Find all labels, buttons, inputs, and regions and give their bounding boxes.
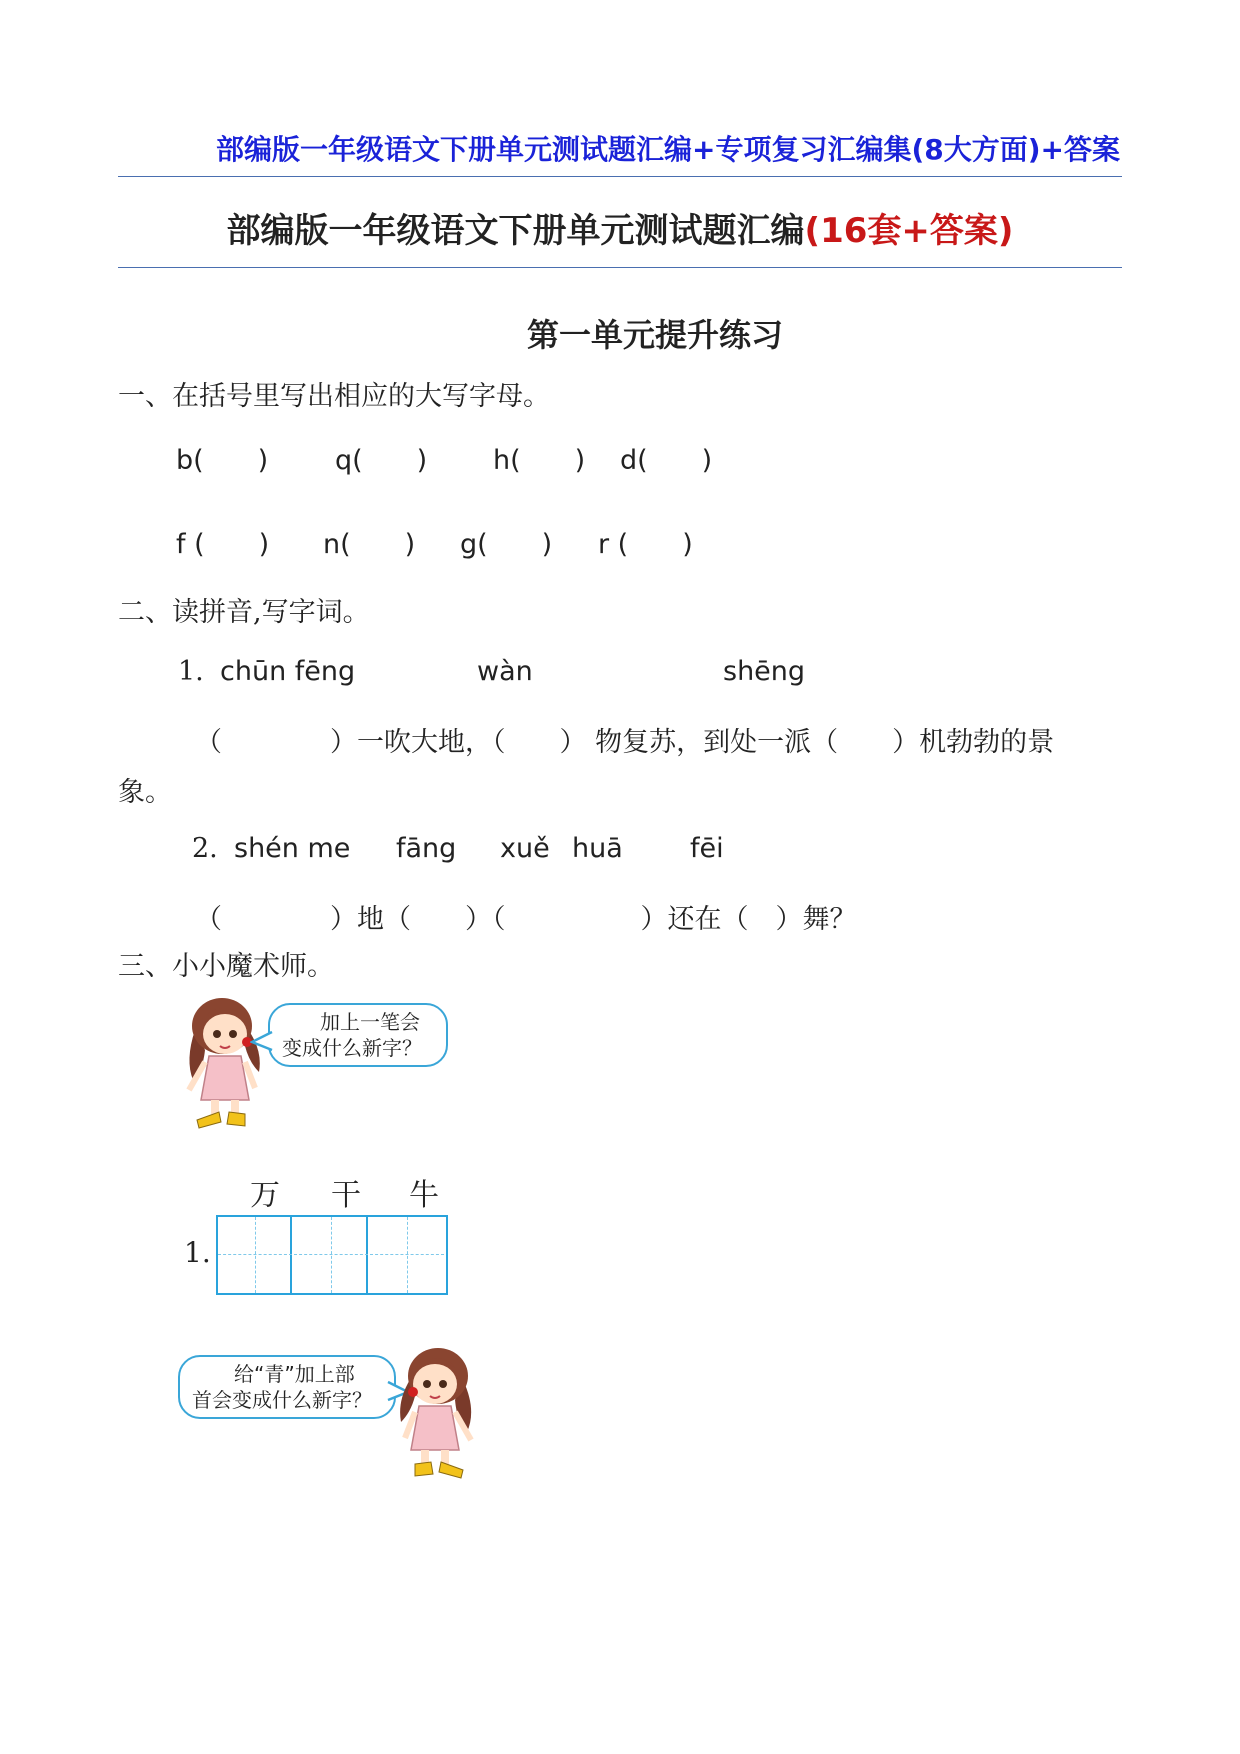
grid-cell[interactable] xyxy=(294,1217,368,1293)
speech-bubble xyxy=(178,1355,396,1419)
title-rule xyxy=(118,267,1122,268)
grid-char: 牛 xyxy=(409,1178,439,1213)
section2-heading: 二、读拼音,写字词。 xyxy=(118,597,370,628)
pinyin: fēi xyxy=(690,833,724,864)
letter-blank: r ( ) xyxy=(598,529,693,560)
letter-blank: b( ) xyxy=(176,445,269,476)
unit-subtitle: 第一单元提升练习 xyxy=(526,316,783,354)
writing-grid[interactable] xyxy=(216,1215,448,1295)
letter-blank: h( ) xyxy=(493,445,586,476)
bubble-line: 加上一笔会 xyxy=(320,1010,420,1034)
banner-title: 部编版一年级语文下册单元测试题汇编+专项复习汇编集(8大方面)+答案 xyxy=(215,133,1120,166)
document-title xyxy=(0,203,1240,252)
grid-char: 干 xyxy=(331,1178,361,1213)
pinyin: xuě xyxy=(500,833,550,864)
letter-blank: d( ) xyxy=(620,445,713,476)
pinyin: chūn fēng xyxy=(220,656,356,687)
grid-cell[interactable] xyxy=(218,1217,292,1293)
pinyin: shēng xyxy=(723,656,806,687)
girl-cartoon-icon xyxy=(385,1340,485,1480)
grid-cell[interactable] xyxy=(370,1217,444,1293)
pinyin: wàn xyxy=(477,656,533,687)
item2-number: 2. xyxy=(192,833,218,864)
title-red: (16套+答案) xyxy=(804,211,1014,251)
bubble-tail xyxy=(250,1030,274,1054)
item1-number: 1. xyxy=(178,656,204,687)
letter-blank: f ( ) xyxy=(176,529,270,560)
girl-cartoon-icon xyxy=(175,990,275,1130)
letter-blank: n( ) xyxy=(323,529,416,560)
title-main: 部编版一年级语文下册单元测试题汇编 xyxy=(226,211,805,251)
bubble-line: 变成什么新字？ xyxy=(282,1036,422,1060)
pinyin: huā xyxy=(572,833,623,864)
letter-blank: g( ) xyxy=(460,529,553,560)
section1-heading: 一、在括号里写出相应的大写字母。 xyxy=(118,381,550,412)
letter-blank: q( ) xyxy=(335,445,428,476)
item1-sentence-cont: 象。 xyxy=(118,777,172,808)
grid-number: 1. xyxy=(184,1236,211,1269)
pinyin: shén me xyxy=(234,833,351,864)
item1-sentence: （ ）一吹大地，（ ） 物复苏，到处一派（ ）机勃勃的景 xyxy=(195,727,1055,758)
section3-heading: 三、小小魔术师。 xyxy=(118,951,334,982)
bubble-line: 首会变成什么新字？ xyxy=(192,1388,372,1412)
item2-sentence: （ ）地（ ）（ ）还在（ ）舞？ xyxy=(195,904,857,935)
pinyin: fāng xyxy=(396,833,457,864)
grid-char: 万 xyxy=(250,1178,280,1213)
speech-bubble xyxy=(268,1003,448,1067)
bubble-line: 给“青”加上部 xyxy=(234,1362,355,1386)
top-rule xyxy=(118,176,1122,177)
